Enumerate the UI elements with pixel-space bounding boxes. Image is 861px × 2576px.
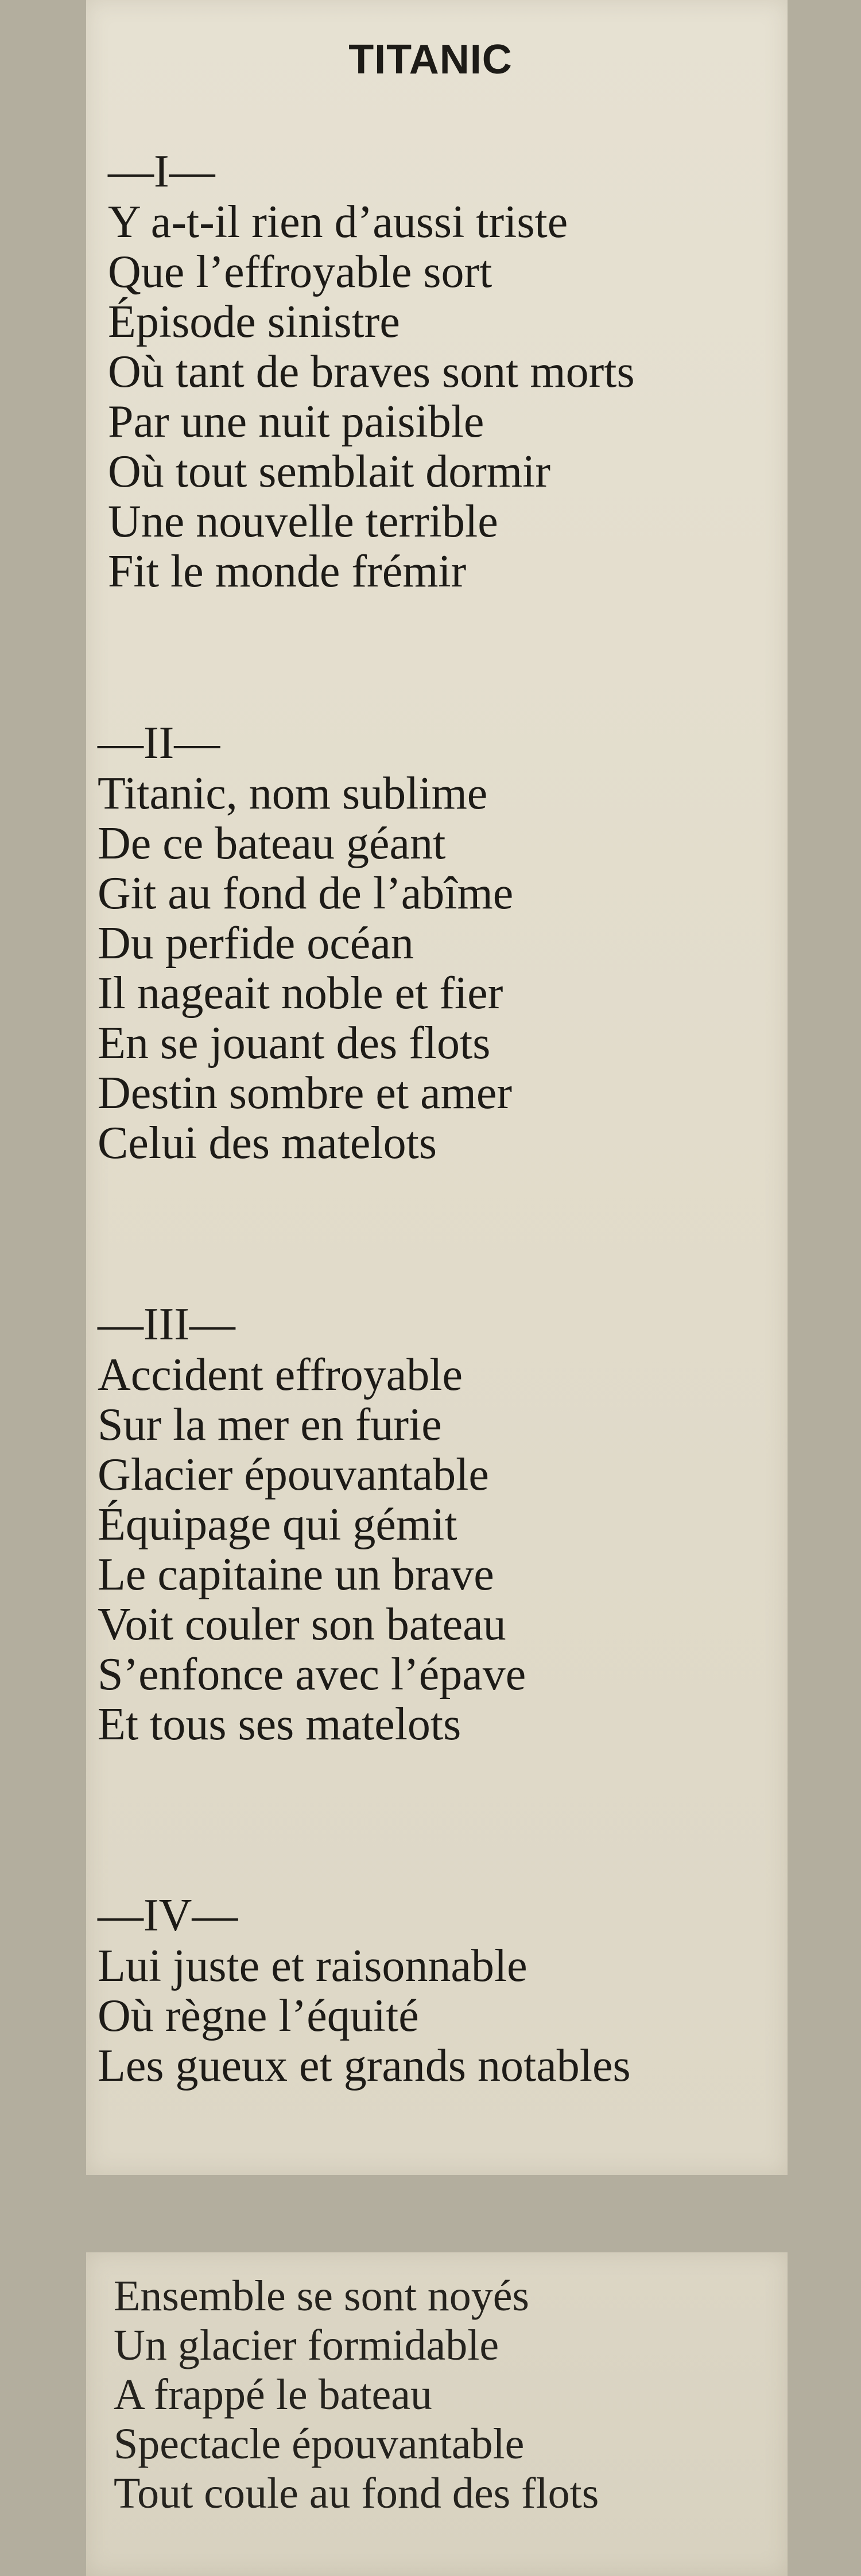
poem-line: Sur la mer en furie xyxy=(98,1400,442,1450)
poem-line: Un glacier formidable xyxy=(114,2321,499,2369)
stanza-3 xyxy=(98,1299,526,1750)
poem-line: Les gueux et grands notables xyxy=(98,2041,631,2091)
stanza-numeral: —I— xyxy=(108,146,215,197)
poem-line: Ensemble se sont noyés xyxy=(114,2272,530,2320)
poem-line: Celui des matelots xyxy=(98,1118,437,1168)
poem-line: Accident effroyable xyxy=(98,1350,463,1400)
poem-line: Il nageait noble et fier xyxy=(98,968,503,1019)
stanza-numeral: —II— xyxy=(98,718,220,768)
poem-line: Fit le monde frémir xyxy=(108,546,467,597)
poem-line: Où tant de braves sont morts xyxy=(108,347,635,397)
poem-line: Et tous ses matelots xyxy=(98,1699,461,1750)
poem-line: Tout coule au fond des flots xyxy=(114,2469,599,2517)
poem-line: Équipage qui gémit xyxy=(98,1499,457,1550)
poem-line: Une nouvelle terrible xyxy=(108,496,498,547)
poem-line: De ce bateau géant xyxy=(98,818,446,869)
poem-line: En se jouant des flots xyxy=(98,1018,491,1069)
poem-line: A frappé le bateau xyxy=(114,2371,432,2419)
poem-line: Du perfide océan xyxy=(98,918,414,969)
poem-line: Y a-t-il rien d’aussi triste xyxy=(108,197,568,247)
poem-line: Destin sombre et amer xyxy=(98,1068,512,1118)
poem-line: Où tout semblait dormir xyxy=(108,446,551,497)
poem-line: Que l’effroyable sort xyxy=(108,247,492,297)
stanza-4 xyxy=(98,1890,631,2091)
poem-line: Glacier épouvantable xyxy=(98,1450,489,1500)
stanza-5-continuation xyxy=(114,2271,599,2518)
poem-line: Épisode sinistre xyxy=(108,297,400,347)
stanza-numeral: —III— xyxy=(98,1299,235,1350)
poem-line: Spectacle épouvantable xyxy=(114,2420,525,2468)
stanza-1 xyxy=(108,146,635,597)
poem-title: TITANIC xyxy=(348,37,513,83)
stanza-2 xyxy=(98,717,513,1168)
poem-line: S’enfonce avec l’épave xyxy=(98,1649,526,1700)
poem-line: Par une nuit paisible xyxy=(108,397,484,447)
poem-line: Git au fond de l’abîme xyxy=(98,868,514,919)
poem-line: Lui juste et raisonnable xyxy=(98,1941,528,1991)
poem-line: Où règne l’équité xyxy=(98,1991,419,2041)
poem-line: Titanic, nom sublime xyxy=(98,768,488,819)
poem-line: Voit couler son bateau xyxy=(98,1599,506,1650)
poem-line: Le capitaine un brave xyxy=(98,1549,494,1600)
stanza-numeral: —IV— xyxy=(98,1890,238,1941)
